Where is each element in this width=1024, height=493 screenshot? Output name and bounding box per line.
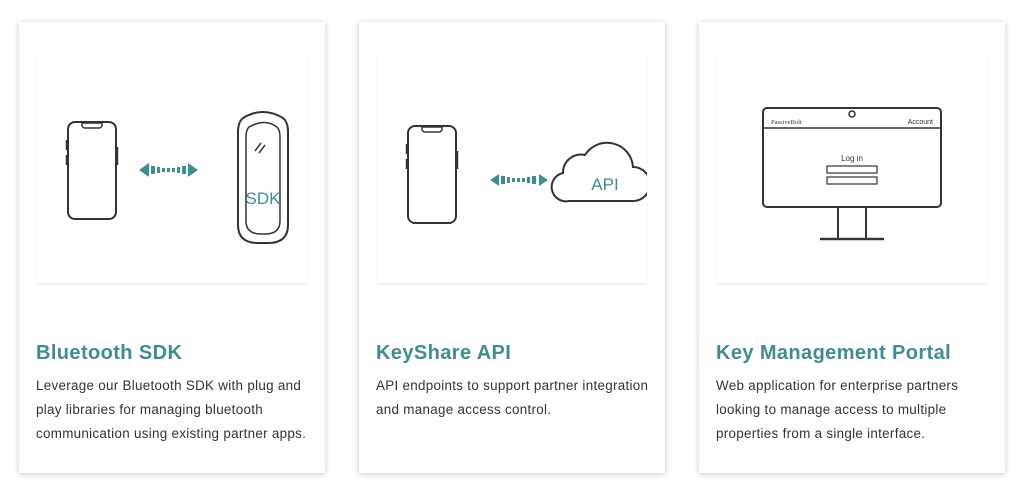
- camera-icon: [849, 111, 855, 117]
- key-fob-icon: [238, 112, 288, 243]
- api-label: API: [591, 175, 619, 194]
- bluetooth-sdk-diagram: [37, 55, 307, 283]
- card-title: Bluetooth SDK: [36, 342, 183, 364]
- account-link: Account: [907, 119, 933, 126]
- sdk-label: SDK: [245, 189, 281, 208]
- card-title: Key Management Portal: [716, 342, 952, 364]
- brand-logo: PassiveBolt: [771, 119, 802, 126]
- keyshare-api-card: [359, 22, 665, 473]
- key-management-portal-diagram: [717, 55, 987, 283]
- username-field: [827, 166, 877, 173]
- phone-icon: [67, 122, 117, 219]
- password-field: [827, 177, 877, 184]
- login-label: Log in: [841, 154, 863, 163]
- bluetooth-sdk-card: [19, 22, 325, 473]
- key-management-portal-illustration: [717, 55, 987, 284]
- card-title: KeyShare API: [376, 342, 512, 364]
- card-description: API endpoints to support partner integration and manage access control.: [376, 378, 649, 417]
- card-description: Web application for enterprise partners looking to manage access to multiple properties from a single interface.: [716, 378, 959, 441]
- phone-icon: [407, 126, 457, 223]
- card-description: Leverage our Bluetooth SDK with plug and play libraries for managing bluetooth communication using existing partner apps.: [36, 378, 307, 441]
- bluetooth-sdk-illustration: [37, 55, 307, 284]
- keyshare-api-diagram: [377, 55, 647, 283]
- bidirectional-arrow-icon: [490, 174, 548, 186]
- keyshare-api-illustration: [377, 55, 647, 284]
- key-management-portal-card: [699, 22, 1005, 473]
- bidirectional-arrow-icon: [139, 163, 198, 177]
